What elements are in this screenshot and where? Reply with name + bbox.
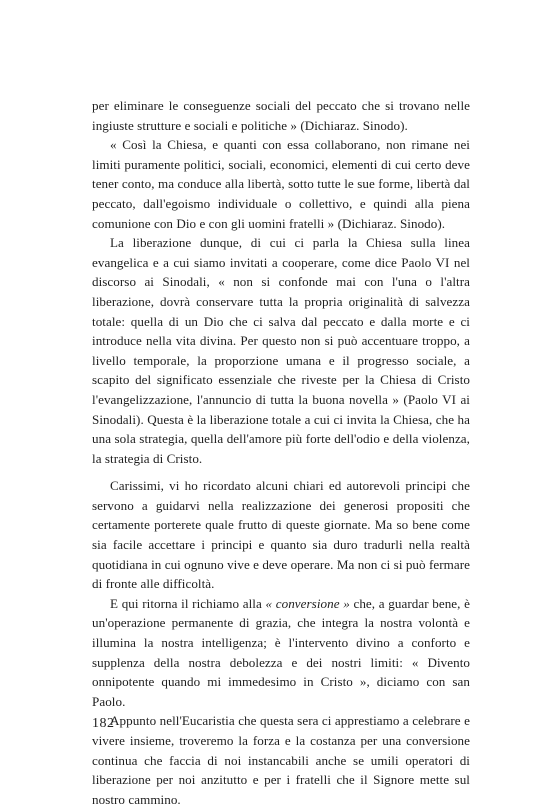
paragraph-6: Appunto nell'Eucaristia che questa sera ci apprestiamo a celebrare e vivere insieme, troveremo la forza e la costanza per una conversione continua che faccia di noi instancabili anche se umili operatori di liberazione per noi anzitutto e per i fratelli che il Signore mette sul nostro cammino.	[92, 713, 470, 807]
paragraph-5	[92, 594, 470, 712]
paragraph-5-rest: che, a guardar bene, è un'operazione permanente di grazia, che integra la nostra volontà e illumina la nostra intelligenza; è l'intervento divino a conforto e supplenza della nostra debolezza e dei nostri limiti: « Divento onnipotente quando mi immedesimo in Cristo », diciamo con san Paolo.	[92, 595, 470, 709]
page-body	[92, 96, 470, 809]
page-number: 182	[92, 716, 115, 731]
paragraph-5-emphasis: « conversione »	[265, 595, 350, 611]
paragraph-2: « Così la Chiesa, e quanti con essa collaborano, non rimane nei limiti puramente politici, sociali, economici, elementi di cui certo deve tener conto, ma conduce alla libertà, sotto tutte le sue forme, libertà dal peccato, dall'egoismo individuale o collettivo, e quindi alla piena comunione con Dio e con gli uomini fratelli » (Dichiaraz. Sinodo).	[92, 137, 470, 231]
paragraph-1: per eliminare le conseguenze sociali del peccato che si trovano nelle ingiuste strutture e sociali e politiche » (Dichiaraz. Sinodo).	[92, 98, 470, 133]
paragraph-4: Carissimi, vi ho ricordato alcuni chiari ed autorevoli principi che servono a guidarvi nella realizzazione dei generosi propositi che certamente porterete quale frutto di queste giornate. Ma so bene come sia facile accettare i principi e quanto sia duro tradurli nella realtà quotidiana in cui ognuno vive e deve operare. Ma non ci si può fermare di fronte alle difficoltà.	[92, 478, 471, 592]
paragraph-3: La liberazione dunque, di cui ci parla la Chiesa sulla linea evangelica e a cui siamo invitati a cooperare, come dice Paolo VI nel discorso ai Sinodali, « non si confonde mai con l'una o l'altra liberazione, dovrà conservare tutta la propria originalità di salvezza totale: quella di un Dio che ci salva dal peccato e dalla morte e ci introduce nella vita divina. Per questo non si può accentuare troppo, a livello temporale, la proporzione umana e il progresso sociale, a scapito del significato essenziale che riveste per la Chiesa di Cristo l'evangelizzazione, l'annuncio di tutta la buona novella » (Paolo VI ai Sinodali). Questa è la liberazione totale a cui ci invita la Chiesa, che ha una sola strategia, quella dell'amore più forte dell'odio e della violenza, la strategia di Cristo.	[92, 235, 470, 466]
paragraph-5-lead: E qui ritorna il richiamo alla	[110, 595, 266, 611]
